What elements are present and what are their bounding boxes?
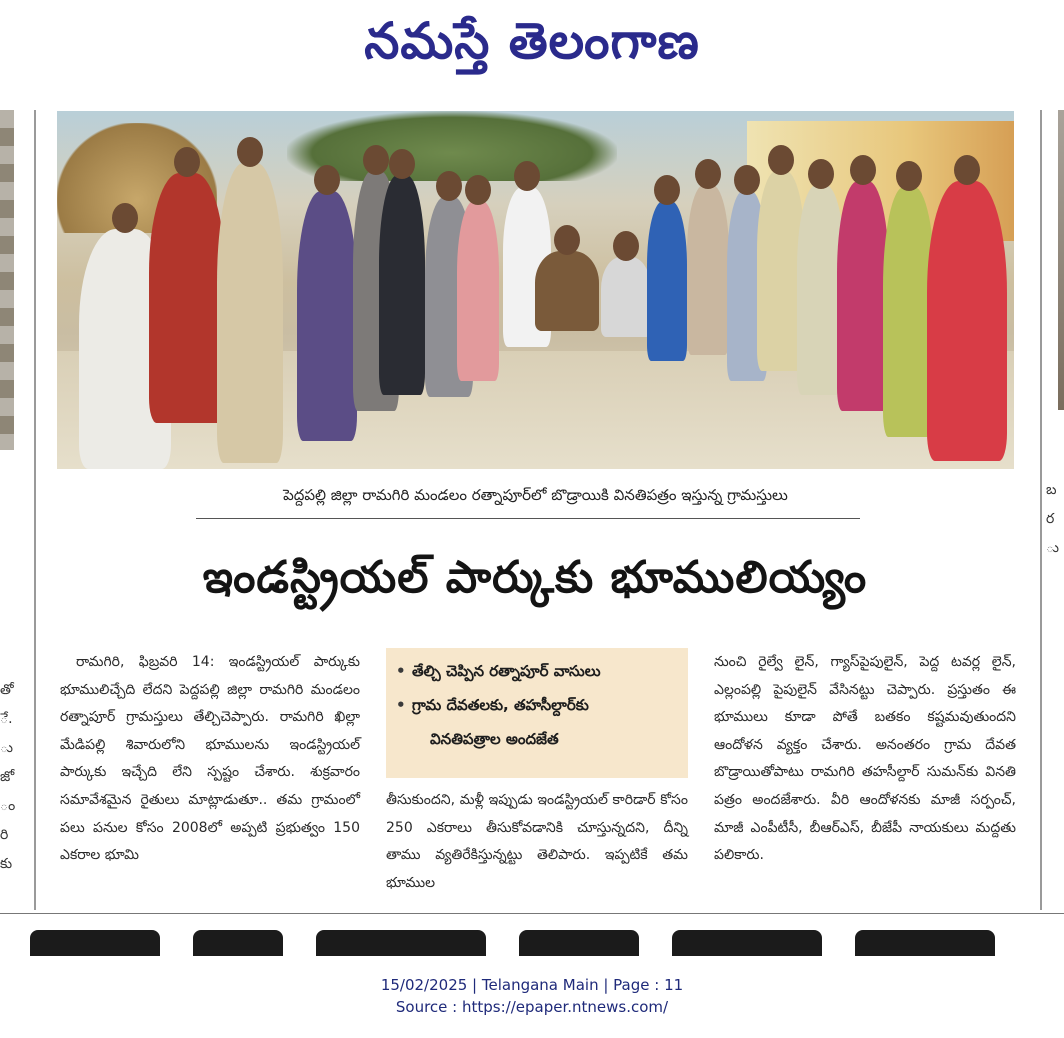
highlights-box	[386, 648, 688, 778]
cropped-glyph	[519, 930, 639, 956]
highlight-text: వినతిపత్రాల అందజేత	[430, 730, 559, 748]
article-column-2: తీసుకుందని, మళ్లీ ఇప్పుడు ఇండస్ట్రియల్ కారిడార్ కోసం 250 ఎకరాలు తీసుకోవడానికి చూస్తున్నదని, దీన్ని తాము వ్యతిరేకిస్తున్నట్టు తెలిపారు. ఇప్పటికే తమ భూముల	[386, 792, 688, 891]
adjacent-clipping-right-photo	[1058, 110, 1064, 410]
highlight-item	[394, 654, 680, 688]
adjacent-text-left	[0, 676, 14, 879]
photo-person	[687, 185, 729, 355]
cropped-glyph	[316, 930, 486, 956]
caption-underline	[196, 518, 860, 519]
photo-person	[379, 175, 425, 395]
edge-glyph: ర	[1046, 511, 1055, 527]
edge-glyph: ం	[0, 798, 16, 814]
column-rule-right	[1040, 110, 1042, 910]
adjacent-clipping-left-photo	[0, 110, 14, 450]
photo-person	[535, 251, 599, 331]
edge-glyph: ు	[0, 740, 13, 756]
photo-person	[457, 201, 499, 381]
edge-glyph: ే.	[0, 711, 13, 727]
edge-glyph: రి	[0, 827, 9, 843]
adjacent-text-right	[1046, 476, 1064, 563]
news-photo-villagers	[57, 111, 1014, 469]
epaper-footer	[0, 974, 1064, 1018]
article-column-1: రామగిరి, ఫిబ్రవరి 14: ఇండస్ట్రియల్ పార్కుకు భూములిచ్చేది లేదని పెద్దపల్లి జిల్లా రామగిరి మండలం రత్నాపూర్ గ్రామస్తులు తేల్చిచెప్పారు. రామగిరి ఖిల్లా మేడిపల్లి శివారులోని భూములను ఇండస్ట్రియల్ పార్కుకు ఇచ్చేది లేని స్పష్టం చేశారు. శుక్రవారం సమావేశమైన రైతులు మాట్లాడుతూ.. తమ గ్రామంలో పలు పనుల కోసం 2008లో అప్పటి ప్రభుత్వం 150 ఎకరాల భూమి	[60, 654, 360, 864]
highlight-text: తేల్చి చెప్పిన రత్నాపూర్ వాసులు	[412, 662, 601, 680]
newspaper-masthead: నమస్తే తెలంగాణ	[364, 11, 700, 70]
article-headline: ఇండస్ట్రియల్ పార్కుకు భూములియ్యం	[202, 552, 868, 603]
edge-glyph: బ	[1046, 482, 1057, 498]
cropped-glyph	[672, 930, 822, 956]
cropped-glyph	[855, 930, 995, 956]
next-article-headline-cropped	[30, 930, 1030, 956]
photo-caption: పెద్దపల్లి జిల్లా రామగిరి మండలం రత్నాపూర్‌లో బొడ్రాయికి వినతిపత్రం ఇస్తున్న గ్రామస్తులు	[283, 486, 788, 504]
cropped-glyph	[30, 930, 160, 956]
photo-person	[927, 181, 1007, 461]
bullet-icon: •	[396, 662, 406, 680]
photo-person	[297, 191, 357, 441]
clipping-bottom-rule	[0, 913, 1064, 914]
edge-glyph: ు	[1046, 540, 1059, 556]
photo-person	[601, 257, 651, 337]
photo-person	[837, 181, 889, 411]
edge-glyph: జో	[0, 769, 15, 785]
footer-date-page: 15/02/2025 | Telangana Main | Page : 11	[380, 976, 684, 994]
cropped-glyph	[193, 930, 283, 956]
photo-person	[647, 201, 687, 361]
highlight-item	[394, 688, 680, 722]
photo-person	[217, 163, 283, 463]
edge-glyph: తో	[0, 682, 14, 698]
column-rule-left	[34, 110, 36, 910]
edge-glyph: కు	[0, 856, 13, 872]
article-column-3: నుంచి రైల్వే లైన్, గ్యాస్‌పైపులైన్, పెద్ద టవర్ల లైన్, ఎల్లంపల్లి పైపులైన్ వేసినట్టు చెప్పారు. ప్రస్తుతం ఈ భూములు కూడా పోతే బతకం కష్టమవుతుందని ఆందోళన వ్యక్తం చేశారు. అనంతరం గ్రామ దేవత బొడ్రాయితోపాటు రామగిరి తహసీల్దార్ సుమన్‌కు వినతి పత్రం అందజేశారు. వీరి ఆందోళనకు మాజీ సర్పంచ్, మాజీ ఎంపీటీసీ, బీఆర్ఎస్, బీజేపీ నాయకులు మద్దతు పలికారు.	[714, 654, 1016, 864]
highlight-item-continued	[394, 722, 680, 756]
photo-person	[149, 173, 225, 423]
footer-source-link[interactable]: Source : https://epaper.ntnews.com/	[395, 998, 669, 1016]
highlight-text: గ్రామ దేవతలకు, తహసీల్దార్‌కు	[412, 696, 589, 714]
bullet-icon: •	[396, 696, 406, 714]
